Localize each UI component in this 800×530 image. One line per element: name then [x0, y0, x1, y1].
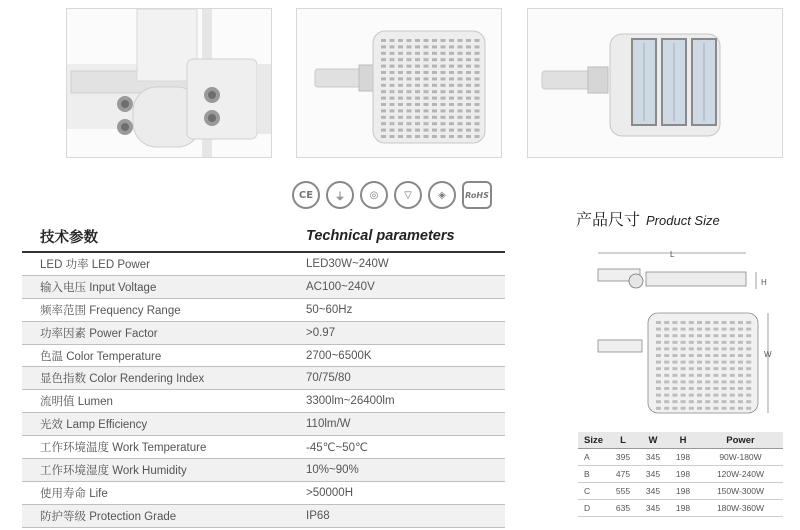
table-row: [22, 390, 505, 413]
table-row: [22, 298, 505, 321]
size-cell: 345: [638, 449, 668, 466]
size-cell: 475: [608, 466, 638, 483]
certification-icons: [292, 181, 492, 209]
size-column-header: L: [608, 432, 638, 449]
parameter-value: 2700~6500K: [292, 344, 505, 367]
parameter-label: 频率范围 Frequency Range: [22, 298, 292, 321]
dim-label-h: H: [761, 278, 767, 287]
header-en: Technical parameters: [292, 221, 505, 252]
size-cell: 635: [608, 500, 638, 517]
product-size-title-cn: 产品尺寸: [576, 212, 641, 229]
size-cell: D: [578, 500, 608, 517]
parameter-label: 功率因素 Power Factor: [22, 321, 292, 344]
parameter-label: 使用寿命 Life: [22, 481, 292, 504]
parameter-label: 工作环境温度 Work Temperature: [22, 436, 292, 459]
table-row: [22, 459, 505, 482]
parameter-value: 10%~90%: [292, 459, 505, 482]
dimension-drawings: [576, 245, 786, 425]
table-row: [22, 504, 505, 527]
size-cell: 345: [638, 466, 668, 483]
size-cell: C: [578, 483, 608, 500]
table-row: [22, 367, 505, 390]
size-cell: 345: [638, 483, 668, 500]
rohs-mark-icon: RoHS: [462, 181, 492, 209]
size-cell: 198: [668, 483, 698, 500]
size-row: [578, 500, 783, 517]
size-cell: 90W-180W: [698, 449, 783, 466]
parameter-label: 防护等级 Protection Grade: [22, 504, 292, 527]
table-row: [22, 252, 505, 275]
size-table: [578, 432, 783, 517]
size-row: [578, 483, 783, 500]
parameter-label: LED 功率 LED Power: [22, 252, 292, 275]
table-row: [22, 413, 505, 436]
parameter-label: 色温 Color Temperature: [22, 344, 292, 367]
product-photo-bracket: [66, 8, 272, 158]
size-column-header: H: [668, 432, 698, 449]
size-cell: 555: [608, 483, 638, 500]
ip-rating-icon: ◎: [360, 181, 388, 209]
size-column-header: W: [638, 432, 668, 449]
parameter-value: >0.97: [292, 321, 505, 344]
product-photo-led-module: [527, 8, 783, 158]
parameter-label: 流明值 Lumen: [22, 390, 292, 413]
table-header-row: [22, 221, 505, 252]
table-row: [22, 344, 505, 367]
size-cell: 120W-240W: [698, 466, 783, 483]
size-row: [578, 449, 783, 466]
header-cn: 技术参数: [22, 221, 292, 252]
parameter-value: 50~60Hz: [292, 298, 505, 321]
size-cell: A: [578, 449, 608, 466]
table-row: [22, 436, 505, 459]
size-column-header: Size: [578, 432, 608, 449]
class-symbol-icon: ▽: [394, 181, 422, 209]
dim-label-l: L: [670, 250, 675, 259]
product-size-title: [576, 207, 720, 230]
parameter-label: 光效 Lamp Efficiency: [22, 413, 292, 436]
size-cell: 150W-300W: [698, 483, 783, 500]
parameter-value: >50000H: [292, 481, 505, 504]
size-column-header: Power: [698, 432, 783, 449]
size-cell: 395: [608, 449, 638, 466]
table-row: [22, 481, 505, 504]
parameter-value: LED30W~240W: [292, 252, 505, 275]
parameter-value: 70/75/80: [292, 367, 505, 390]
ce-mark-icon: CE: [292, 181, 320, 209]
dim-label-w: W: [764, 350, 772, 359]
parameter-value: AC100~240V: [292, 275, 505, 298]
table-row: [22, 275, 505, 298]
size-cell: 180W-360W: [698, 500, 783, 517]
size-row: [578, 466, 783, 483]
size-table-header: [578, 432, 783, 449]
size-cell: 198: [668, 466, 698, 483]
parameter-value: IP68: [292, 504, 505, 527]
parameter-value: 3300lm~26400lm: [292, 390, 505, 413]
parameter-label: 显色指数 Color Rendering Index: [22, 367, 292, 390]
size-cell: B: [578, 466, 608, 483]
product-size-title-en: Product Size: [646, 213, 720, 228]
product-photo-housing: [296, 8, 502, 158]
parameter-value: -45℃~50℃: [292, 436, 505, 459]
parameter-value: 110lm/W: [292, 413, 505, 436]
pattern-symbol-icon: ◈: [428, 181, 456, 209]
parameter-label: 工作环境湿度 Work Humidity: [22, 459, 292, 482]
parameter-label: 输入电压 Input Voltage: [22, 275, 292, 298]
ground-symbol-icon: ⏚: [326, 181, 354, 209]
size-cell: 345: [638, 500, 668, 517]
technical-parameters-table: [22, 221, 505, 528]
size-cell: 198: [668, 449, 698, 466]
size-cell: 198: [668, 500, 698, 517]
table-row: [22, 321, 505, 344]
